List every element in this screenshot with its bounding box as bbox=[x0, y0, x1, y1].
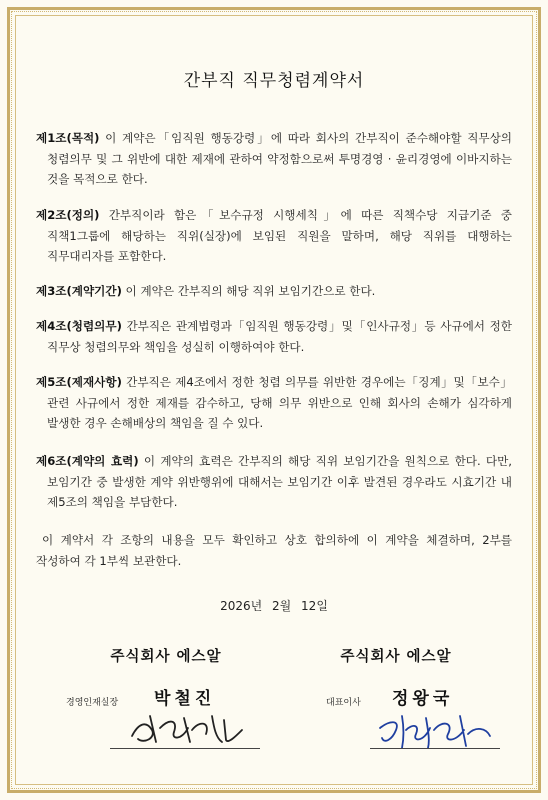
signature-line-right bbox=[370, 748, 500, 749]
article-6-text: 이 계약의 효력은 간부직의 해당 직위 보임기간을 원칙으로 한다. 다만, 보임기간 중 발생한 계약 위반행위에 대해서는 보임기간 이후 발견된 경우라도 시효기간 내 제5조의 책임을 부담한다. bbox=[47, 454, 512, 509]
party-left-name: 박철진 bbox=[154, 689, 216, 709]
article-3-heading: 제3조(계약기간) bbox=[36, 284, 122, 298]
party-left bbox=[66, 645, 266, 712]
party-right bbox=[296, 645, 496, 712]
article-3-text: 이 계약은 간부직의 해당 직위 보임기간으로 한다. bbox=[121, 284, 376, 298]
closing-statement: 이 계약서 각 조항의 내용을 모두 확인하고 상호 합의하에 이 계약을 체결하며, 2부를 작성하여 각 1부씩 보관한다. bbox=[36, 533, 512, 568]
article-1-heading: 제1조(목적) bbox=[36, 131, 100, 145]
party-left-signer bbox=[66, 682, 266, 712]
article-2-heading: 제2조(정의) bbox=[36, 208, 100, 222]
article-5-heading: 제5조(제재사항) bbox=[36, 375, 122, 389]
document-title: 간부직 직무청렴계약서 bbox=[183, 71, 365, 91]
handwritten-signature-right bbox=[376, 708, 496, 752]
article-6-heading: 제6조(계약의 효력) bbox=[36, 454, 139, 468]
party-right-company: 주식회사 에스알 bbox=[340, 649, 452, 665]
article-6 bbox=[36, 451, 512, 513]
handwritten-signature-left bbox=[126, 706, 256, 750]
party-left-company: 주식회사 에스알 bbox=[110, 649, 222, 665]
article-3 bbox=[36, 281, 512, 302]
article-1 bbox=[36, 128, 512, 190]
article-5-text: 간부직은 제4조에서 정한 청렴 의무를 위반한 경우에는「징계」및「보수」관련 사규에서 정한 제재를 감수하고, 당해 의무 위반으로 인해 회사의 손해가 심각하게 발생한 경우 손해배상의 책임을 질 수 있다. bbox=[47, 375, 512, 430]
article-2 bbox=[36, 205, 512, 267]
article-4-text: 간부직은 관계법령과「임직원 행동강령」및「인사규정」등 사규에서 정한 직무상 청렴의무와 책임을 성실히 이행하여야 한다. bbox=[47, 319, 512, 354]
document-body bbox=[36, 0, 512, 800]
party-right-role: 대표이사 bbox=[326, 698, 361, 708]
article-2-text: 간부직이라 함은「보수규정 시행세칙」에 따른 직책수당 지급기준 중 직책1그룹에 해당하는 직위(실장)에 보임된 직원을 말하며, 해당 직위를 대행하는 직무대리자를 포함한다. bbox=[47, 208, 512, 263]
signature-line-left bbox=[110, 748, 260, 749]
article-4-heading: 제4조(청렴의무) bbox=[36, 319, 122, 333]
article-4 bbox=[36, 316, 512, 357]
party-right-name: 정왕국 bbox=[392, 689, 454, 709]
article-1-text: 이 계약은「임직원 행동강령」에 따라 회사의 간부직이 준수해야할 직무상의 청렴의무 및 그 위반에 대한 제재에 관하여 약정함으로써 투명경영 · 윤리경영에 이바지하는 것을 목적으로 한다. bbox=[47, 131, 512, 186]
party-right-signer bbox=[296, 682, 496, 712]
article-5 bbox=[36, 372, 512, 434]
contract-date: 2026년 2월 12일 bbox=[220, 599, 328, 613]
party-left-role: 경영인재실장 bbox=[66, 698, 119, 708]
